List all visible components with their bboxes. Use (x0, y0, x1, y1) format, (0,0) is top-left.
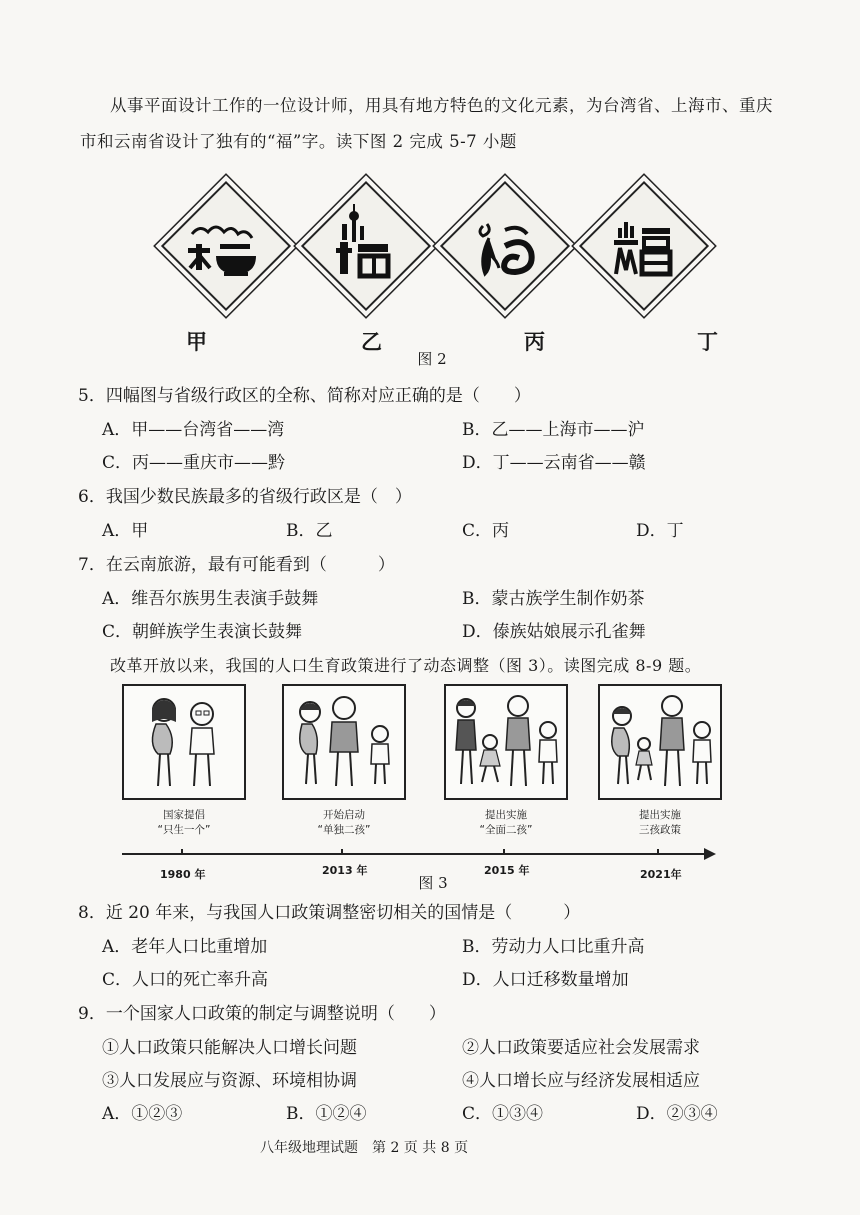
q9-option-b: B．①②④ (286, 1104, 367, 1124)
q9-statement-1: ①人口政策只能解决人口增长问题 (102, 1038, 357, 1058)
label-ding: 丁 (697, 329, 718, 354)
q8-option-a: A．老年人口比重增加 (102, 937, 268, 957)
fu-design-jia (162, 182, 286, 306)
q6-option-b: B．乙 (286, 521, 333, 541)
year-1980: 1980 年 (160, 868, 206, 881)
family-three-children-icon (600, 686, 720, 798)
q9-statement-3: ③人口发展应与资源、环境相协调 (102, 1071, 357, 1091)
intro-line-1: 从事平面设计工作的一位设计师，用具有地方特色的文化元素，为台湾省、上海市、重庆 (110, 96, 773, 115)
q6-option-c: C．丙 (462, 521, 510, 541)
intro-2: 改革开放以来，我国的人口生育政策进行了动态调整（图 3）。读图完成 8-9 题。 (110, 656, 702, 675)
teapot-fu-icon (162, 182, 286, 306)
year-2013: 2013 年 (322, 864, 368, 877)
q7-option-d: D．傣族姑娘展示孔雀舞 (462, 622, 646, 642)
q9-option-a: A．①②③ (102, 1104, 183, 1124)
figure-3-caption: 图 3 (418, 874, 448, 892)
year-2015: 2015 年 (484, 864, 530, 877)
q5-option-d: D．丁——云南省——赣 (462, 453, 646, 473)
q8-option-d: D．人口迁移数量增加 (462, 970, 629, 990)
q9-option-c: C．①③④ (462, 1104, 544, 1124)
q7-option-c: C．朝鲜族学生表演长鼓舞 (102, 622, 303, 642)
panel-1980 (122, 684, 246, 800)
pearl-tower-fu-icon (302, 182, 426, 306)
question-8-stem: 8．近 20 年来，与我国人口政策调整密切相关的国情是（ ） (78, 903, 581, 923)
caption-2013-line2: “单独二孩” (317, 824, 371, 836)
caption-2015-line1: 提出实施 (485, 809, 527, 821)
q6-option-a: A．甲 (102, 521, 149, 541)
caption-2013-line1: 开始启动 (323, 809, 365, 821)
q8-option-b: B．劳动力人口比重升高 (462, 937, 645, 957)
stone-forest-fu-icon (580, 182, 704, 306)
caption-1980-line1: 国家提倡 (163, 809, 205, 821)
question-5-stem: 5．四幅图与省级行政区的全称、简称对应正确的是（ ） (78, 386, 531, 406)
caption-2021-line1: 提出实施 (639, 809, 681, 821)
family-two-children-icon (446, 686, 566, 798)
caption-2015-line2: “全面二孩” (479, 824, 533, 836)
caption-1980-line2: “只生一个” (157, 824, 211, 836)
family-one-child-icon (124, 686, 244, 798)
q5-option-c: C．丙——重庆市——黔 (102, 453, 286, 473)
q9-statement-2: ②人口政策要适应社会发展需求 (462, 1038, 700, 1058)
q6-option-d: D．丁 (636, 521, 684, 541)
panel-2021 (598, 684, 722, 800)
label-yi: 乙 (361, 329, 382, 354)
family-two-child-icon (284, 686, 404, 798)
panel-2013 (282, 684, 406, 800)
question-9-stem: 9．一个国家人口政策的制定与调整说明（ ） (78, 1004, 446, 1024)
year-2021: 2021年 (640, 868, 682, 881)
q9-statement-4: ④人口增长应与经济发展相适应 (462, 1071, 700, 1091)
label-bing: 丙 (524, 329, 545, 354)
fu-design-ding (580, 182, 704, 306)
page-footer: 八年级地理试题 第 2 页 共 8 页 (260, 1140, 469, 1156)
q9-option-d: D．②③④ (636, 1104, 718, 1124)
figure-2-caption: 图 2 (417, 350, 447, 368)
q5-option-b: B．乙——上海市——沪 (462, 420, 645, 440)
swirl-fu-icon (441, 182, 565, 306)
caption-2021-line2: 三孩政策 (639, 824, 681, 836)
intro-line-2: 市和云南省设计了独有的“福”字。读下图 2 完成 5-7 小题 (80, 132, 517, 151)
q7-option-b: B．蒙古族学生制作奶茶 (462, 589, 645, 609)
fu-design-yi (302, 182, 426, 306)
q5-option-a: A．甲——台湾省——湾 (102, 420, 285, 440)
q8-option-c: C．人口的死亡率升高 (102, 970, 269, 990)
q7-option-a: A．维吾尔族男生表演手鼓舞 (102, 589, 319, 609)
panel-2015 (444, 684, 568, 800)
label-jia: 甲 (186, 329, 207, 354)
question-6-stem: 6．我国少数民族最多的省级行政区是（ ） (78, 487, 412, 507)
timeline-arrow (120, 846, 720, 862)
fu-design-bing (441, 182, 565, 306)
question-7-stem: 7．在云南旅游，最有可能看到（ ） (78, 555, 395, 575)
